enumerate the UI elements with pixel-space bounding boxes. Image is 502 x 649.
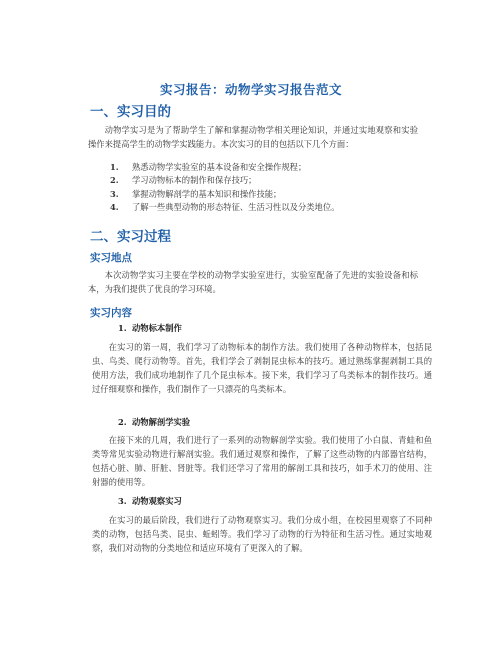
- content-item-title: 1. 动物标本制作: [118, 323, 182, 333]
- list-item: 2. 学习动物标本的制作和保存技巧；: [110, 175, 257, 186]
- subheading-content: 实习内容: [90, 307, 132, 319]
- list-item: 3. 掌握动物解剖学的基本知识和操作技能；: [110, 188, 282, 199]
- content-item-text: 在接下来的几周，我们进行了一系列的动物解剖学实验。我们使用了小白鼠、青蛙和鱼类等常见实验动物进行解剖实验。我们通过观察和操作，了解了这些动物的内部器官结构，包括心脏、肺、肝脏、肾脏等。我们还学习了常用的解剖工具和技巧，如手术刀的使用、注射器的使用等。: [92, 435, 432, 487]
- list-item: 1. 熟悉动物学实验室的基本设备和安全操作规程；: [110, 162, 307, 172]
- content-item-text: 在实习的第一周，我们学习了动物标本的制作方法。我们使用了各种动物样本，包括昆虫、鸟类、爬行动物等。首先，我们学会了剥制昆虫标本的技巧。通过熟练掌握剥制工具的使用方法，我们成功地制作了几个昆虫标本。接下来，我们学习了鸟类标本的制作技巧。通过仔细观察和操作，我们制作了一只漂亮的鸟类标本。: [92, 342, 432, 394]
- content-item-text: 在实习的最后阶段，我们进行了动物观察实习。我们分成小组，在校园里观察了不同种类的动物，包括鸟类、昆虫、蚯蚓等。我们学习了动物的行为特征和生活习性。通过实地观察，我们对动物的分类地位和适应环境有了更深入的了解。: [92, 515, 432, 553]
- purpose-list: [110, 161, 430, 215]
- subheading-location: 实习地点: [90, 252, 132, 264]
- content-item-title: 2. 动物解剖学实验: [118, 417, 191, 427]
- document-title: 实习报告：动物学实习报告范文: [159, 82, 342, 97]
- location-text: 本次动物学实习主要在学校的动物学实验室进行，实验室配备了先进的实验设备和标本，为我们提供了优良的学习环境。: [88, 270, 418, 294]
- section-heading-purpose: 一、实习目的: [90, 104, 171, 120]
- list-item: 4. 了解一些典型动物的形态特征、生活习性以及分类地位。: [110, 202, 340, 213]
- section-purpose-intro: 动物学实习是为了帮助学生了解和掌握动物学相关理论知识，并通过实地观察和实验操作来提高学生的动物学实践能力。本次实习的目的包括以下几个方面：: [88, 125, 418, 149]
- content-item-title: 3. 动物观察实习: [118, 496, 182, 506]
- section-heading-process: 二、实习过程: [90, 229, 171, 245]
